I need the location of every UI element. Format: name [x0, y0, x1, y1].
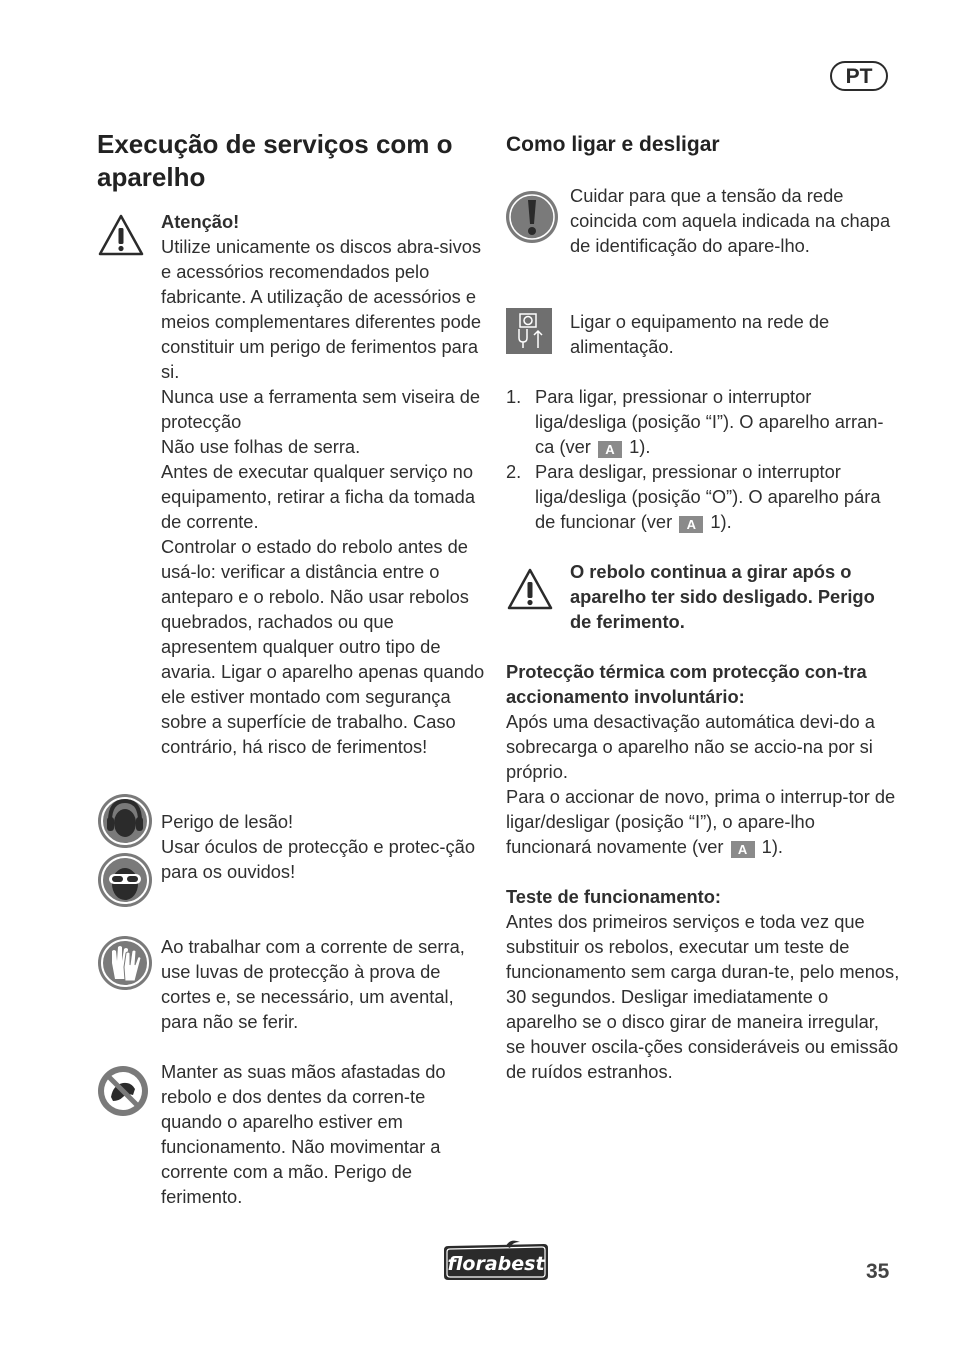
figure-ref-badge: A — [731, 841, 755, 858]
danger-notice: O rebolo continua a girar após o aparelho ter sido desligado. Perigo de ferimento. — [570, 561, 875, 632]
step-text-end: 1). — [710, 511, 732, 532]
thermal-text: Para o accionar de novo, prima o interrup-tor de ligar/desligar (posição “I”), o apare-lho funcionará novamente (ver — [506, 786, 896, 857]
exclamation-circle-icon — [505, 190, 559, 244]
eye-protection-icon — [97, 852, 153, 908]
step-number: 2. — [506, 461, 522, 482]
warning-triangle-icon — [506, 567, 554, 611]
ppe-line-1: Perigo de lesão! — [161, 811, 294, 832]
logo-text: florabest — [447, 1253, 545, 1275]
list-item — [506, 459, 901, 534]
ppe-notice — [161, 809, 491, 884]
on-off-title: Como ligar e desligar — [506, 133, 720, 156]
warning-title: Atenção! — [161, 211, 240, 232]
voltage-notice: Cuidar para que a tensão da rede coincida com aquela indicada na chapa de identificação do apare-lho. — [570, 185, 891, 256]
warning-triangle-icon — [97, 213, 145, 257]
figure-ref-badge: A — [598, 441, 622, 458]
gloves-notice: Ao trabalhar com a corrente de serra, use luvas de protecção à prova de cortes e, se necessário, um avental, para não se ferir. — [161, 936, 465, 1032]
step-text: Para ligar, pressionar o interruptor liga/desliga (posição “I”). O aparelho arran-ca (ver — [535, 386, 884, 457]
plug-icon — [506, 308, 552, 354]
step-number: 1. — [506, 386, 522, 407]
hands-notice: Manter as suas mãos afastadas do rebolo e dos dentes da corren-te quando o aparelho estiver em funcionamento. Não movimentar a corrente com a mão. Perigo de ferimento. — [161, 1061, 446, 1207]
ear-protection-icon — [97, 793, 153, 849]
ppe-line-2: Usar óculos de protecção e protec-ção para os ouvidos! — [161, 836, 475, 882]
no-hands-icon — [97, 1065, 149, 1117]
thermal-text-end: 1). — [761, 836, 783, 857]
florabest-logo — [440, 1240, 552, 1284]
thermal-protection-section — [506, 659, 901, 859]
warning-paragraph: Controlar o estado do rebolo antes de usá-lo: verificar a distância entre o anteparo e o rebolo. Não usar rebolos quebrados, rachados ou que apresentem qualquer outro tipo de avaria. Ligar o aparelho apenas quando ele estiver montado com segurança sobre a superfície de trabalho. Caso contrário, há risco de ferimentos! — [161, 536, 485, 757]
list-item — [506, 384, 901, 459]
warning-paragraph: Utilize unicamente os discos abra-sivos e acessórios recomendados pelo fabricante. A utilização de acessórios e meios complementares diferentes pode constituir um perigo de ferimentos para si. — [161, 236, 482, 382]
thermal-title: Protecção térmica com protecção con-tra accionamento involuntário: — [506, 661, 867, 707]
page-number: 35 — [866, 1260, 890, 1283]
step-text: Para desligar, pressionar o interruptor liga/desliga (posição “O”). O aparelho pára de funcionar (ver — [535, 461, 881, 532]
thermal-paragraph-2 — [506, 784, 901, 859]
warning-paragraph: Não use folhas de serra. — [161, 436, 361, 457]
gloves-icon — [97, 935, 153, 991]
warning-block — [161, 209, 491, 759]
step-text-end: 1). — [629, 436, 651, 457]
section-title: Execução de serviços com o aparelho — [97, 129, 453, 192]
test-text: Antes dos primeiros serviços e toda vez que substituir os rebolos, executar um teste de funcionamento sem carga duran-te, pelo menos, 30 segundos. Desligar imediatamente o aparelho se o disco girar de maneira irregular, se houver oscila-ções consideráveis ou emissão de ruídos estranhos. — [506, 911, 900, 1082]
language-badge: PT — [830, 61, 888, 91]
function-test-section — [506, 884, 901, 1084]
plug-notice: Ligar o equipamento na rede de alimentação. — [570, 311, 830, 357]
thermal-paragraph-1: Após uma desactivação automática devi-do a sobrecarga o aparelho não se accio-na por si próprio. — [506, 711, 875, 782]
on-off-steps — [506, 384, 901, 534]
warning-paragraph: Antes de executar qualquer serviço no equipamento, retirar a ficha da tomada de corrente. — [161, 461, 476, 532]
test-title: Teste de funcionamento: — [506, 886, 721, 907]
warning-paragraph: Nunca use a ferramenta sem viseira de protecção — [161, 386, 481, 432]
figure-ref-badge: A — [679, 516, 703, 533]
